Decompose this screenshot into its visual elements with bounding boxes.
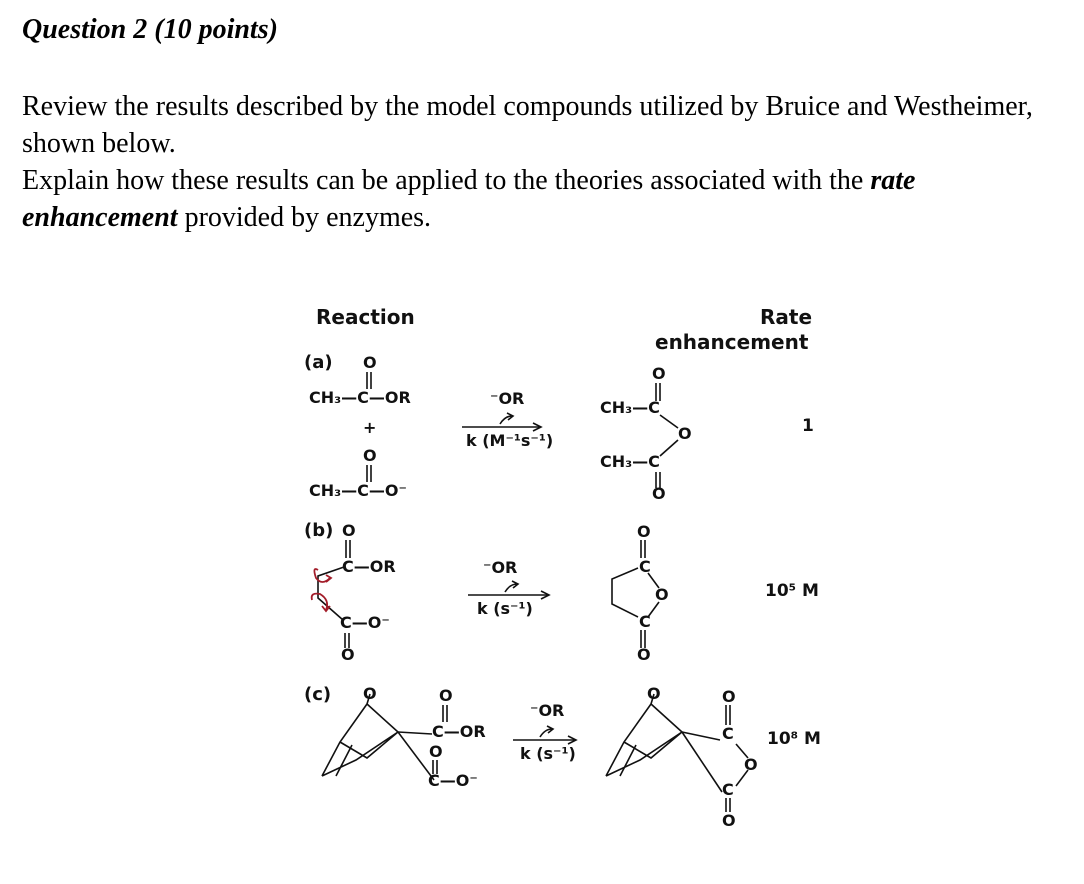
row-c-reactant-o-top: O xyxy=(439,686,453,705)
row-b-product-o-bottom: O xyxy=(637,645,651,664)
row-a-product-bottom: CH₃—C xyxy=(600,452,660,471)
row-a-enhancement: 1 xyxy=(802,416,814,436)
reagent-hook-c xyxy=(540,726,553,737)
reagent-hook-b xyxy=(505,581,518,592)
row-b-reactant-o-bottom: O xyxy=(341,645,355,664)
bond-cp-sub-bot xyxy=(682,732,722,792)
bond-c-sub-top xyxy=(398,732,432,734)
row-a-product-o-top: O xyxy=(652,364,666,383)
mechanism-arrow-2 xyxy=(312,594,327,610)
emphasis-enhancement: enhancement xyxy=(22,202,178,233)
row-c-label: (c) xyxy=(304,684,332,705)
bond-ap-c-o-top xyxy=(660,415,678,428)
question-line-2-end: provided by enzymes. xyxy=(177,202,432,233)
row-b-reactant-o-top: O xyxy=(342,521,356,540)
row-a-reactant1: CH₃—C—OR xyxy=(309,388,411,407)
row-c-rate-constant: k (s⁻¹) xyxy=(520,744,576,763)
row-a-reactant2: CH₃—C—O⁻ xyxy=(309,481,407,500)
row-b-rate-constant: k (s⁻¹) xyxy=(477,599,533,618)
row-c-reactant-top: C—OR xyxy=(432,722,486,741)
row-b-label: (b) xyxy=(304,520,334,541)
row-a-product-o-ring: O xyxy=(678,424,692,443)
header-reaction: Reaction xyxy=(316,305,415,329)
header-enhancement: enhancement xyxy=(655,330,809,354)
row-b-product-c-top: C xyxy=(639,557,651,576)
row-b-enhancement: 10⁵ M xyxy=(765,581,819,601)
row-a-reagent: ⁻OR xyxy=(490,389,525,408)
row-b-reactant-top: C—OR xyxy=(342,557,396,576)
row-a-plus: + xyxy=(363,418,377,437)
row-c-product-o-top: O xyxy=(722,687,736,706)
row-a-rate-constant: k (M⁻¹s⁻¹) xyxy=(466,431,554,450)
row-a-reactant1-o: O xyxy=(363,353,377,372)
row-b-product-o-ring: O xyxy=(655,585,669,604)
bicycle-c xyxy=(322,694,398,776)
row-c-product-c-top: C xyxy=(722,724,734,743)
bond-ap-o-c-bottom xyxy=(660,440,678,456)
row-a-reactant2-o: O xyxy=(363,446,377,465)
row-c-product-o-bottom: O xyxy=(722,811,736,830)
row-a-label: (a) xyxy=(304,352,333,373)
row-b-product-c-bottom: C xyxy=(639,612,651,631)
bond-cp-sub-top xyxy=(682,732,720,740)
row-b-reactant-bottom: C—O⁻ xyxy=(340,613,390,632)
bicycle-cp xyxy=(606,694,682,776)
row-b-product-o-top: O xyxy=(637,522,651,541)
row-c-reagent: ⁻OR xyxy=(530,701,565,720)
row-c-bridge-o: O xyxy=(363,684,377,703)
row-c-reactant-o-mid: O xyxy=(429,742,443,761)
emphasis-rate: rate xyxy=(870,165,916,196)
row-a-product-o-bottom: O xyxy=(652,484,666,503)
row-c-product-o-ring: O xyxy=(744,755,758,774)
row-b-reagent: ⁻OR xyxy=(483,558,518,577)
row-a-product-top: CH₃—C xyxy=(600,398,660,417)
header-rate: Rate xyxy=(760,305,813,329)
row-c-enhancement: 10⁸ M xyxy=(767,729,821,749)
row-c-product-c-bottom: C xyxy=(722,780,734,799)
question-line-1: Review the results described by the model compounds utilized by Bruice and Westheimer, shown below. xyxy=(22,91,1033,159)
row-c-product-bridge-o: O xyxy=(647,684,661,703)
question-line-2-start: Explain how these results can be applied to the theories associated with the xyxy=(22,165,871,196)
reagent-hook-a xyxy=(500,413,513,424)
question-title: Question 2 (10 points) xyxy=(22,14,278,45)
row-c-reactant-bottom: C—O⁻ xyxy=(428,771,478,790)
ring-bp xyxy=(612,568,638,617)
